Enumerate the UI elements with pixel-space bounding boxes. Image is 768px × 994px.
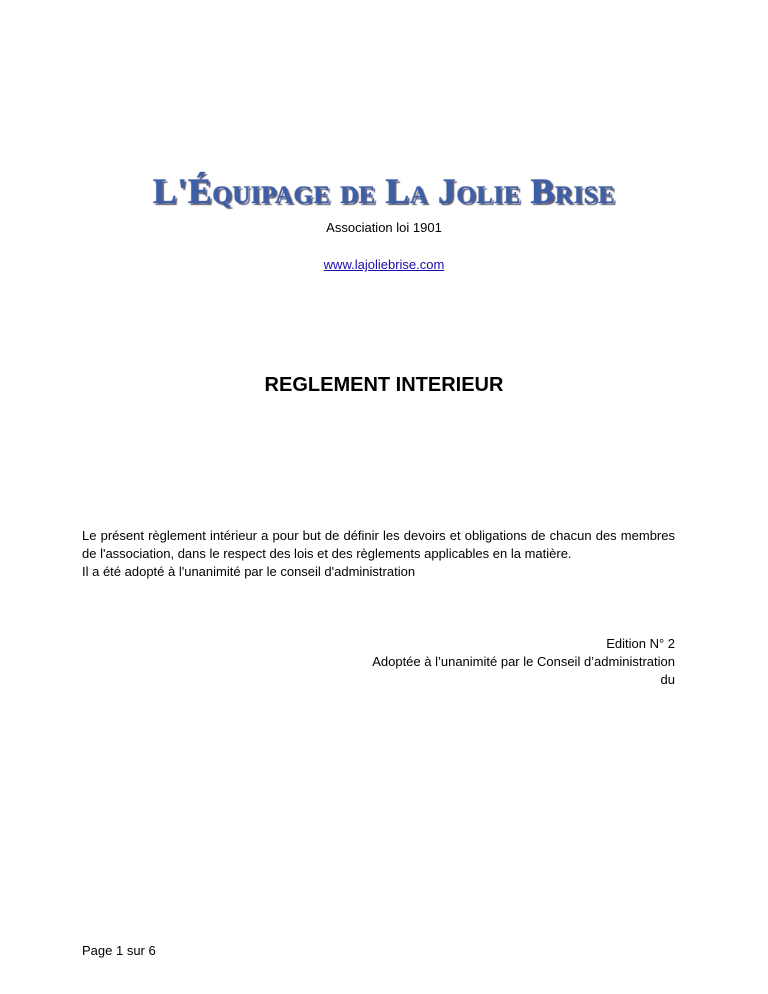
edition-block [82, 635, 675, 689]
edition-date: du [660, 672, 675, 687]
website-link[interactable]: www.lajoliebrise.com [323, 257, 445, 272]
organization-title: L'Équipage de La Jolie Brise [152, 171, 616, 211]
page-number: Page 1 sur 6 [82, 943, 156, 958]
edition-adopted-by: Adoptée à l’unanimité par le Conseil d’administration [372, 654, 675, 669]
website-line [0, 257, 768, 272]
intro-adoption: Il a été adopté à l'unanimité par le conseil d'administration [82, 564, 416, 579]
edition-number: Edition N° 2 [606, 636, 675, 651]
intro-paragraph: Le présent règlement intérieur a pour but de définir les devoirs et obligations de chacun des membres de l'association, dans le respect des lois et des règlements applicables en la matière. [82, 528, 675, 561]
organization-subtitle: Association loi 1901 [326, 220, 442, 235]
document-title: REGLEMENT INTERIEUR [264, 374, 504, 396]
intro-section [82, 527, 675, 581]
